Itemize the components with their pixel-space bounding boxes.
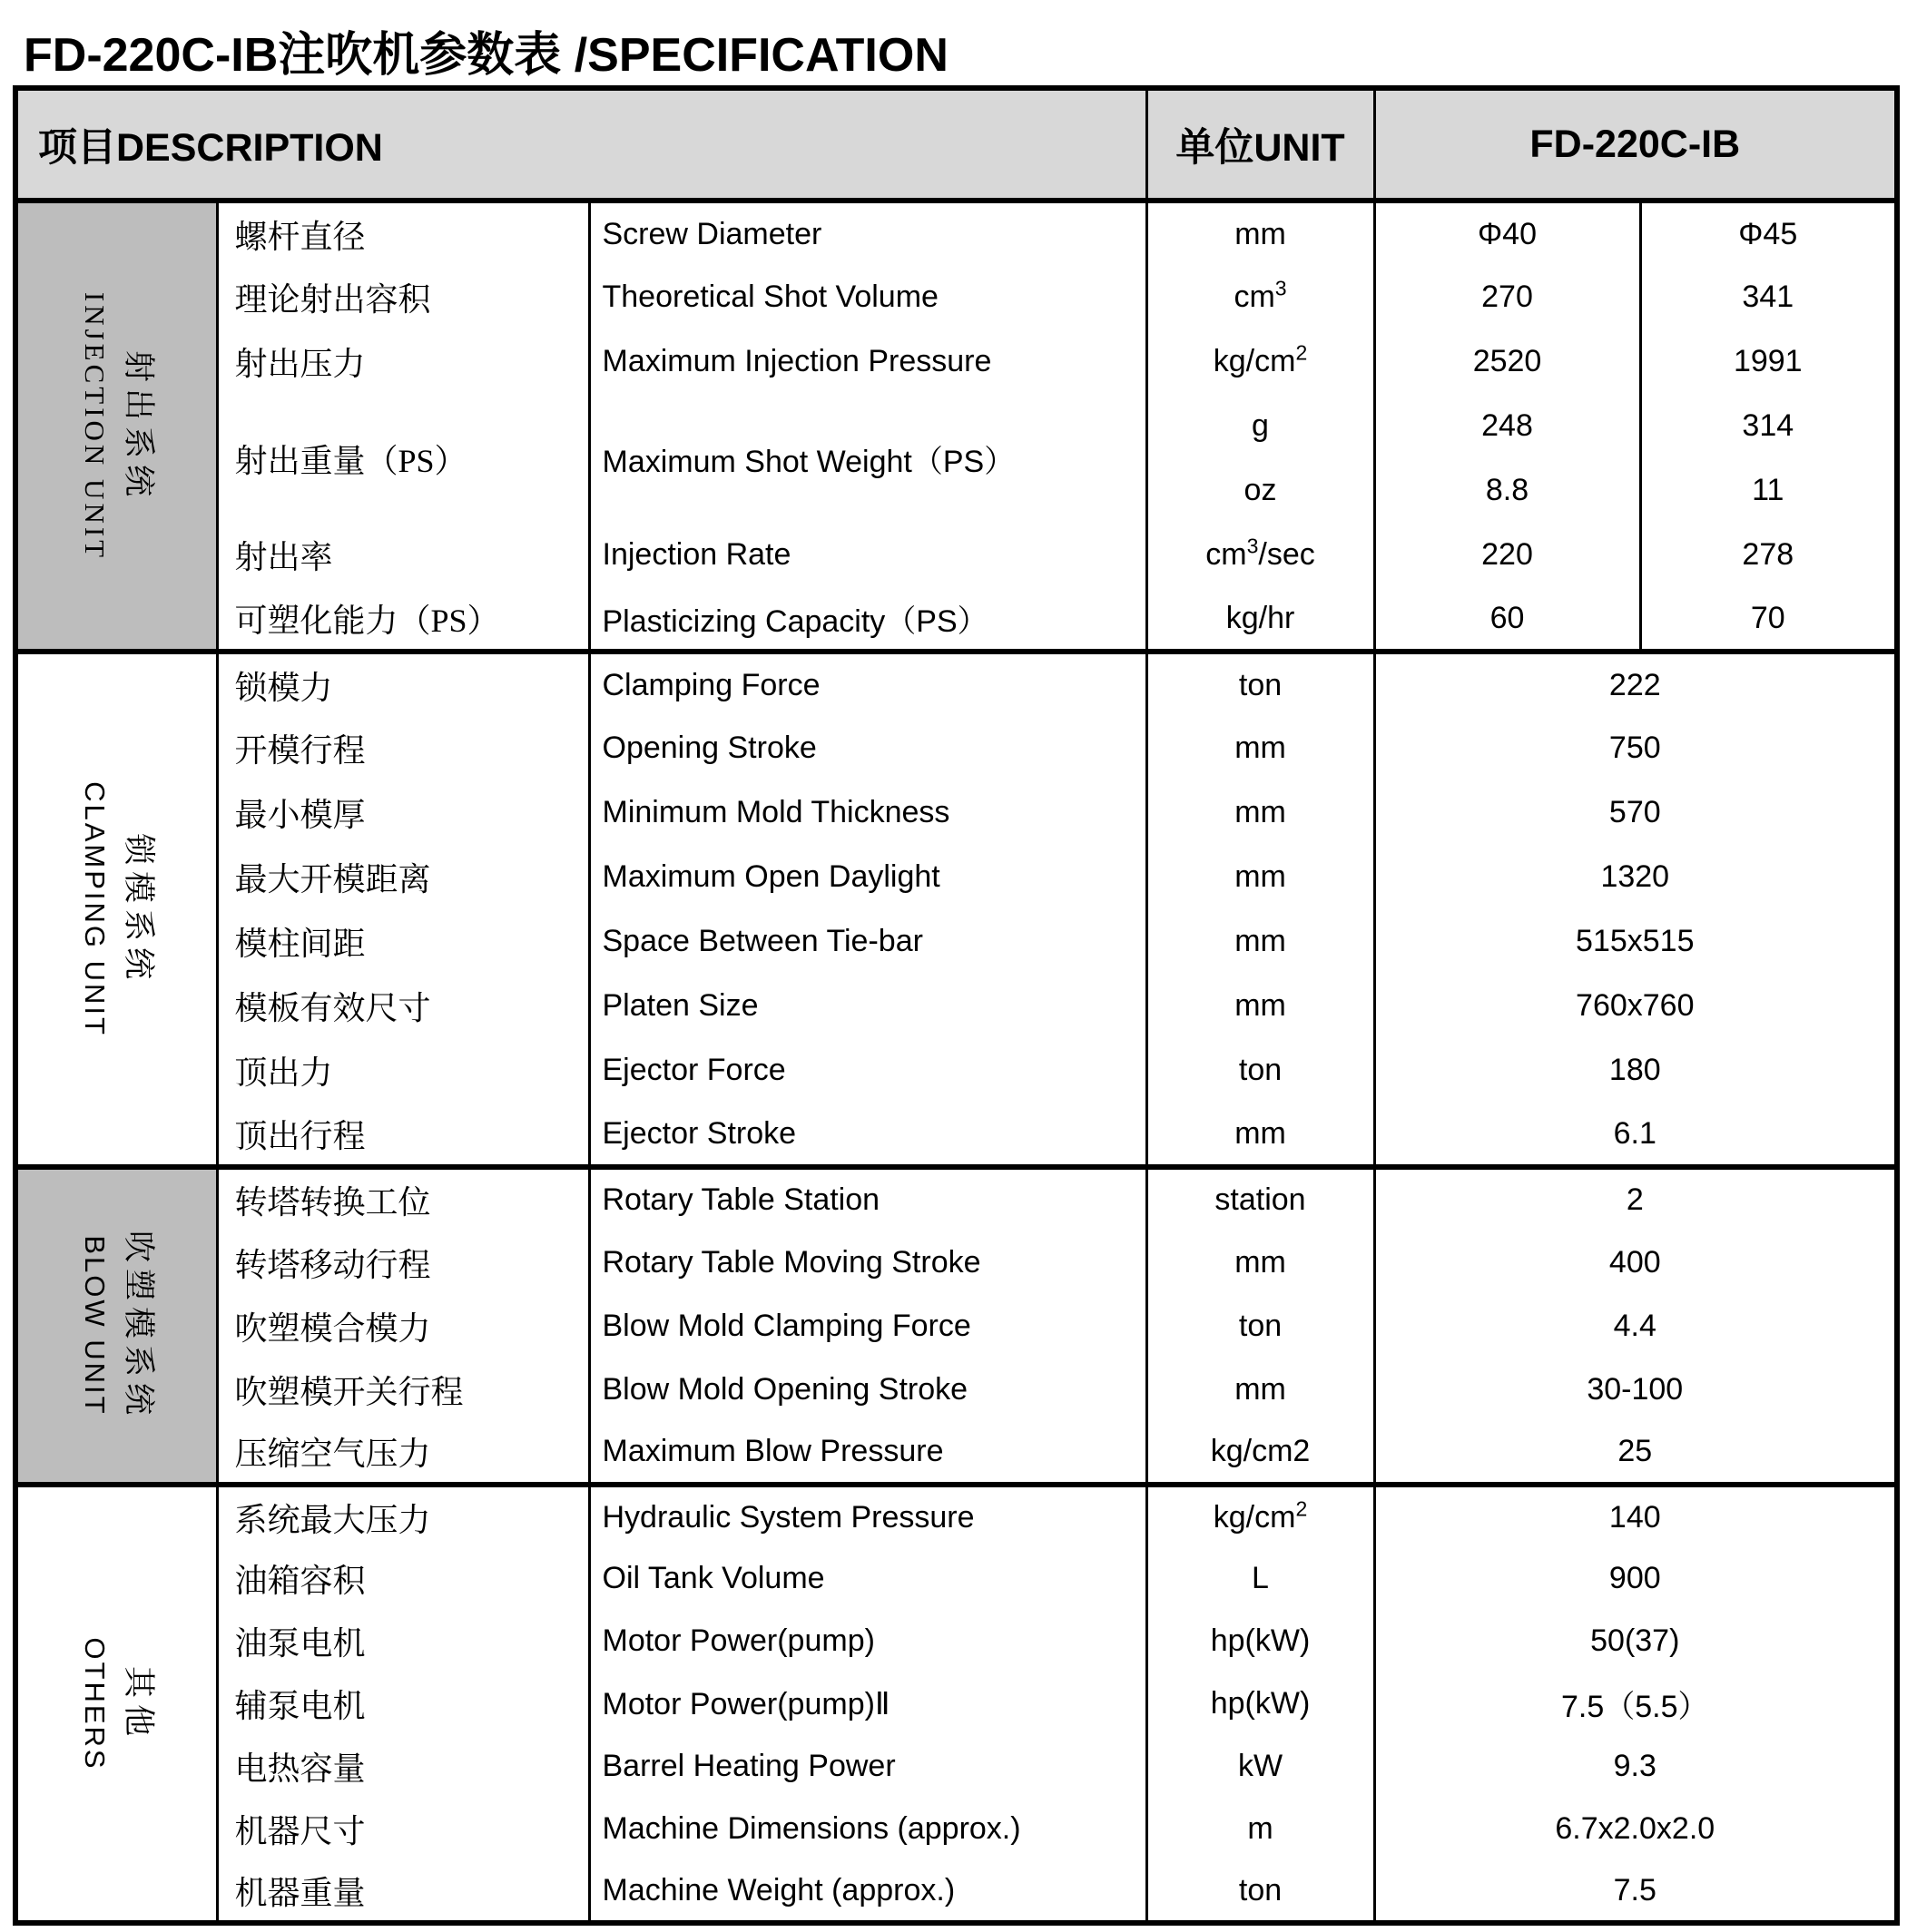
param-name-en: Platen Size xyxy=(589,974,1146,1038)
unit-cell: $kg/cm^2$ xyxy=(1146,329,1374,394)
param-name-zh: 最大开模距离 xyxy=(217,845,589,909)
unit-cell: ton xyxy=(1146,1860,1374,1923)
param-name-en: Theoretical Shot Volume xyxy=(589,265,1146,329)
unit-cell: mm xyxy=(1146,845,1374,909)
value-cell: 8.8 xyxy=(1374,458,1640,523)
param-name-zh: 系统最大压力 xyxy=(217,1485,589,1547)
spec-row xyxy=(15,780,1897,845)
value-cell: 7.5（5.5） xyxy=(1374,1672,1897,1735)
param-name-en: Maximum Blow Pressure xyxy=(589,1421,1146,1485)
param-name-zh: 电热容量 xyxy=(217,1735,589,1798)
value-cell: 400 xyxy=(1374,1231,1897,1294)
value-cell: 220 xyxy=(1374,523,1640,587)
param-name-zh: 开模行程 xyxy=(217,716,589,780)
spec-row xyxy=(15,1294,1897,1358)
param-name-en: Minimum Mold Thickness xyxy=(589,780,1146,845)
spec-row xyxy=(15,587,1897,652)
value-cell: 1991 xyxy=(1640,329,1897,394)
unit-cell: ton xyxy=(1146,1038,1374,1103)
section-label-text xyxy=(74,212,161,640)
spec-row xyxy=(15,1038,1897,1103)
param-name-zh: 转塔转换工位 xyxy=(217,1167,589,1231)
value-cell: 70 xyxy=(1640,587,1897,652)
param-name-zh: 顶出力 xyxy=(217,1038,589,1103)
param-name-zh: 油箱容积 xyxy=(217,1547,589,1610)
value-cell: 222 xyxy=(1374,652,1897,716)
param-name-zh: 理论射出容积 xyxy=(217,265,589,329)
spec-row xyxy=(15,329,1897,394)
page-title: FD-220C-IB注吹机参数表 /SPECIFICATION xyxy=(24,29,949,82)
unit-cell: mm xyxy=(1146,1103,1374,1167)
param-name-en: Ejector Force xyxy=(589,1038,1146,1103)
unit-cell: m xyxy=(1146,1798,1374,1860)
param-name-zh: 模柱间距 xyxy=(217,909,589,974)
section-label-blow-unit xyxy=(15,1167,217,1485)
value-cell: 25 xyxy=(1374,1421,1897,1485)
spec-row xyxy=(15,1547,1897,1610)
value-cell: 270 xyxy=(1374,265,1640,329)
value-cell: 515x515 xyxy=(1374,909,1897,974)
unit-cell: g xyxy=(1146,394,1374,458)
section-label-text xyxy=(74,1496,161,1911)
spec-row xyxy=(15,201,1897,265)
param-name-en: Screw Diameter xyxy=(589,201,1146,265)
param-name-en: Oil Tank Volume xyxy=(589,1547,1146,1610)
value-cell: 278 xyxy=(1640,523,1897,587)
unit-cell: mm xyxy=(1146,909,1374,974)
unit-cell: mm xyxy=(1146,974,1374,1038)
param-name-en: Hydraulic System Pressure xyxy=(589,1485,1146,1547)
param-name-en: Blow Mold Clamping Force xyxy=(589,1294,1146,1358)
param-name-en: Barrel Heating Power xyxy=(589,1735,1146,1798)
param-name-zh: 压缩空气压力 xyxy=(217,1421,589,1485)
unit-cell: mm xyxy=(1146,1231,1374,1294)
param-name-en: Rotary Table Moving Stroke xyxy=(589,1231,1146,1294)
unit-cell: kg/hr xyxy=(1146,587,1374,652)
spec-row xyxy=(15,1167,1897,1231)
value-cell: 140 xyxy=(1374,1485,1897,1547)
value-cell: 760x760 xyxy=(1374,974,1897,1038)
param-name-zh: 辅泵电机 xyxy=(217,1672,589,1735)
param-name-zh: 顶出行程 xyxy=(217,1103,589,1167)
section-label-text xyxy=(74,1179,161,1473)
spec-row xyxy=(15,1672,1897,1735)
param-name-zh: 机器重量 xyxy=(217,1860,589,1923)
param-name-en: Opening Stroke xyxy=(589,716,1146,780)
header-model: FD-220C-IB xyxy=(1374,88,1897,201)
value-cell: 6.7x2.0x2.0 xyxy=(1374,1798,1897,1860)
unit-cell: $cm^3/\sec$ xyxy=(1146,523,1374,587)
param-name-en: Machine Dimensions (approx.) xyxy=(589,1798,1146,1860)
value-cell: 2 xyxy=(1374,1167,1897,1231)
spec-row xyxy=(15,1485,1897,1547)
value-cell: 570 xyxy=(1374,780,1897,845)
value-cell: Φ40 xyxy=(1374,201,1640,265)
param-name-zh: 模板有效尺寸 xyxy=(217,974,589,1038)
spec-row xyxy=(15,974,1897,1038)
param-name-en: Ejector Stroke xyxy=(589,1103,1146,1167)
value-cell: 248 xyxy=(1374,394,1640,458)
unit-cell: mm xyxy=(1146,201,1374,265)
param-name-zh: 吹塑模开关行程 xyxy=(217,1358,589,1421)
spec-row xyxy=(15,1421,1897,1485)
section-name-en: CLAMPING UNIT xyxy=(78,781,111,1037)
spec-row xyxy=(15,1231,1897,1294)
param-name-zh: 可塑化能力（PS） xyxy=(217,587,589,652)
param-name-en: Motor Power(pump) xyxy=(589,1610,1146,1672)
spec-row xyxy=(15,265,1897,329)
value-cell: 6.1 xyxy=(1374,1103,1897,1167)
spec-row xyxy=(15,1103,1897,1167)
spec-row xyxy=(15,1860,1897,1923)
param-name-en: Motor Power(pump)Ⅱ xyxy=(589,1672,1146,1735)
unit-cell: hp(kW) xyxy=(1146,1672,1374,1735)
param-name-en: Injection Rate xyxy=(589,523,1146,587)
header-row xyxy=(15,88,1897,201)
section-name-en: OTHERS xyxy=(78,1636,111,1771)
param-name-en: Plasticizing Capacity（PS） xyxy=(589,587,1146,652)
value-cell: Φ45 xyxy=(1640,201,1897,265)
param-name-en: Space Between Tie-bar xyxy=(589,909,1146,974)
param-name-zh: 锁模力 xyxy=(217,652,589,716)
param-name-en: Rotary Table Station xyxy=(589,1167,1146,1231)
section-label-clamping-unit xyxy=(15,652,217,1167)
unit-cell: mm xyxy=(1146,716,1374,780)
unit-cell: kg/cm2 xyxy=(1146,1421,1374,1485)
spec-row xyxy=(15,716,1897,780)
spec-row xyxy=(15,652,1897,716)
unit-cell: station xyxy=(1146,1167,1374,1231)
section-label-others xyxy=(15,1485,217,1923)
section-name-zh: 锁模系统 xyxy=(120,832,156,986)
section-name-en: BLOW UNIT xyxy=(78,1235,111,1417)
spec-row xyxy=(15,523,1897,587)
param-name-en: Machine Weight (approx.) xyxy=(589,1860,1146,1923)
section-name-en: INJECTION UNIT xyxy=(78,291,111,561)
value-cell: 900 xyxy=(1374,1547,1897,1610)
value-cell: 180 xyxy=(1374,1038,1897,1103)
unit-cell: ton xyxy=(1146,1294,1374,1358)
value-cell: 341 xyxy=(1640,265,1897,329)
value-cell: 9.3 xyxy=(1374,1735,1897,1798)
unit-cell: ton xyxy=(1146,652,1374,716)
value-cell: 50(37) xyxy=(1374,1610,1897,1672)
param-name-zh: 射出重量（PS） xyxy=(217,394,589,523)
param-name-zh: 转塔移动行程 xyxy=(217,1231,589,1294)
value-cell: 314 xyxy=(1640,394,1897,458)
value-cell: 30-100 xyxy=(1374,1358,1897,1421)
unit-cell: $kg/cm^2$ xyxy=(1146,1485,1374,1547)
param-name-zh: 机器尺寸 xyxy=(217,1798,589,1860)
section-label-injection-unit xyxy=(15,201,217,652)
param-name-zh: 射出压力 xyxy=(217,329,589,394)
param-name-zh: 射出率 xyxy=(217,523,589,587)
spec-row xyxy=(15,845,1897,909)
value-cell: 11 xyxy=(1640,458,1897,523)
unit-cell: hp(kW) xyxy=(1146,1610,1374,1672)
unit-cell: L xyxy=(1146,1547,1374,1610)
param-name-zh: 油泵电机 xyxy=(217,1610,589,1672)
section-name-zh: 吹塑模系统 xyxy=(120,1230,156,1421)
spec-row xyxy=(15,909,1897,974)
spec-row xyxy=(15,1735,1897,1798)
param-name-zh: 最小模厚 xyxy=(217,780,589,845)
value-cell: 60 xyxy=(1374,587,1640,652)
unit-cell: mm xyxy=(1146,1358,1374,1421)
spec-table-body xyxy=(15,88,1897,1923)
value-cell: 750 xyxy=(1374,716,1897,780)
value-cell: 2520 xyxy=(1374,329,1640,394)
param-name-en: Maximum Open Daylight xyxy=(589,845,1146,909)
section-name-zh: 射出系统 xyxy=(120,349,156,503)
param-name-zh: 螺杆直径 xyxy=(217,201,589,265)
unit-cell: kW xyxy=(1146,1735,1374,1798)
spec-row xyxy=(15,1798,1897,1860)
spec-row xyxy=(15,1358,1897,1421)
param-name-en: Clamping Force xyxy=(589,652,1146,716)
unit-cell: mm xyxy=(1146,780,1374,845)
value-cell: 4.4 xyxy=(1374,1294,1897,1358)
spec-row xyxy=(15,394,1897,458)
param-name-en: Maximum Injection Pressure xyxy=(589,329,1146,394)
unit-cell: $cm^3$ xyxy=(1146,265,1374,329)
spec-table xyxy=(13,85,1900,1926)
header-unit: 单位UNIT xyxy=(1146,88,1374,201)
unit-cell: oz xyxy=(1146,458,1374,523)
header-description: 项目DESCRIPTION xyxy=(15,88,1146,201)
value-cell: 1320 xyxy=(1374,845,1897,909)
value-cell: 7.5 xyxy=(1374,1860,1897,1923)
param-name-en: Maximum Shot Weight（PS） xyxy=(589,394,1146,523)
param-name-zh: 吹塑模合模力 xyxy=(217,1294,589,1358)
param-name-en: Blow Mold Opening Stroke xyxy=(589,1358,1146,1421)
section-label-text xyxy=(74,663,161,1155)
section-name-zh: 其他 xyxy=(120,1665,156,1742)
spec-row xyxy=(15,1610,1897,1672)
